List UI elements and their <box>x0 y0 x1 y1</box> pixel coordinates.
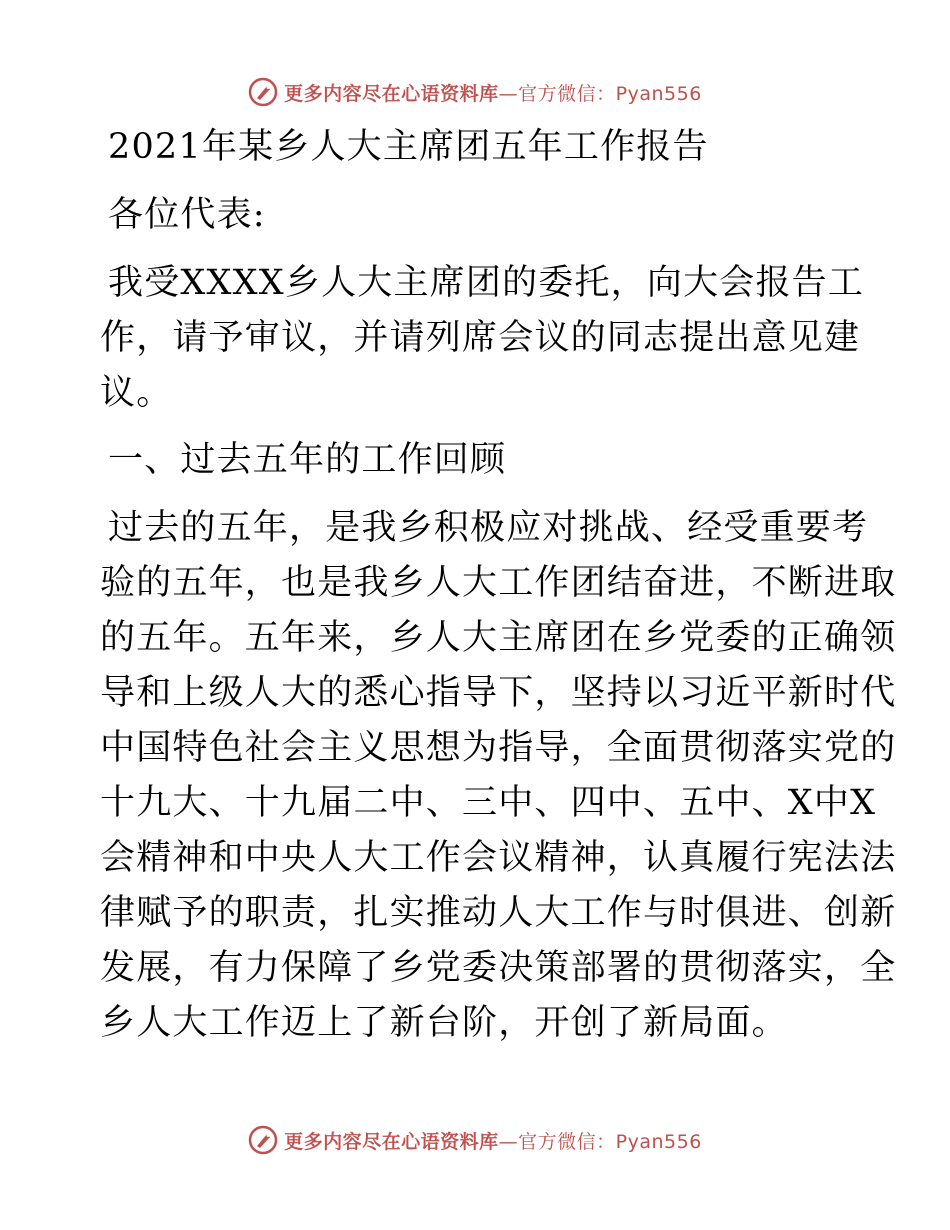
paragraph-line: 议。 <box>100 373 173 413</box>
paragraph-2 <box>100 506 897 1046</box>
watermark-main-text: 更多内容尽在心语资料库 <box>284 82 499 105</box>
paragraph-line: 发展，有力保障了乡党委决策部署的贯彻落实，全 <box>100 948 897 988</box>
footer-watermark <box>0 1120 950 1160</box>
paragraph-line: 导和上级人大的悉心指导下，坚持以习近平新时代 <box>100 673 897 713</box>
paragraph-line: 作，请予审议，并请列席会议的同志提出意见建 <box>100 318 861 358</box>
paragraph-1 <box>100 261 865 416</box>
paragraph-line: 的五年。五年来，乡人大主席团在乡党委的正确领 <box>100 618 897 658</box>
paragraph-line: 乡人大工作迈上了新台阶，开创了新局面。 <box>100 1003 788 1043</box>
paragraph-line: 中国特色社会主义思想为指导，全面贯彻落实党的 <box>100 728 897 768</box>
paragraph-line: 律赋予的职责，扎实推动人大工作与时俱进、创新 <box>100 893 897 933</box>
pen-nib-logo-icon <box>248 1125 278 1155</box>
section-heading: 一、过去五年的工作回顾 <box>108 440 507 480</box>
paragraph-line: 过去的五年，是我乡积极应对挑战、经受重要考 <box>108 508 869 548</box>
salutation: 各位代表: <box>108 195 266 235</box>
watermark-main-text: 更多内容尽在心语资料库 <box>284 1130 499 1153</box>
document-title: 2021年某乡人大主席团五年工作报告 <box>108 127 709 167</box>
document-body <box>100 125 897 1046</box>
watermark-sub-text: —官方微信：Pyan556 <box>498 82 702 105</box>
paragraph-line: 会精神和中央人大工作会议精神，认真履行宪法法 <box>100 838 897 878</box>
paragraph-line: 验的五年，也是我乡人大工作团结奋进，不断进取 <box>100 563 897 603</box>
pen-nib-logo-icon <box>248 77 278 107</box>
header-watermark <box>0 72 950 112</box>
paragraph-line: 我受XXXX乡人大主席团的委托，向大会报告工 <box>108 263 865 303</box>
paragraph-line: 十九大、十九届二中、三中、四中、五中、X中X <box>100 783 877 823</box>
watermark-sub-text: —官方微信：Pyan556 <box>498 1130 702 1153</box>
